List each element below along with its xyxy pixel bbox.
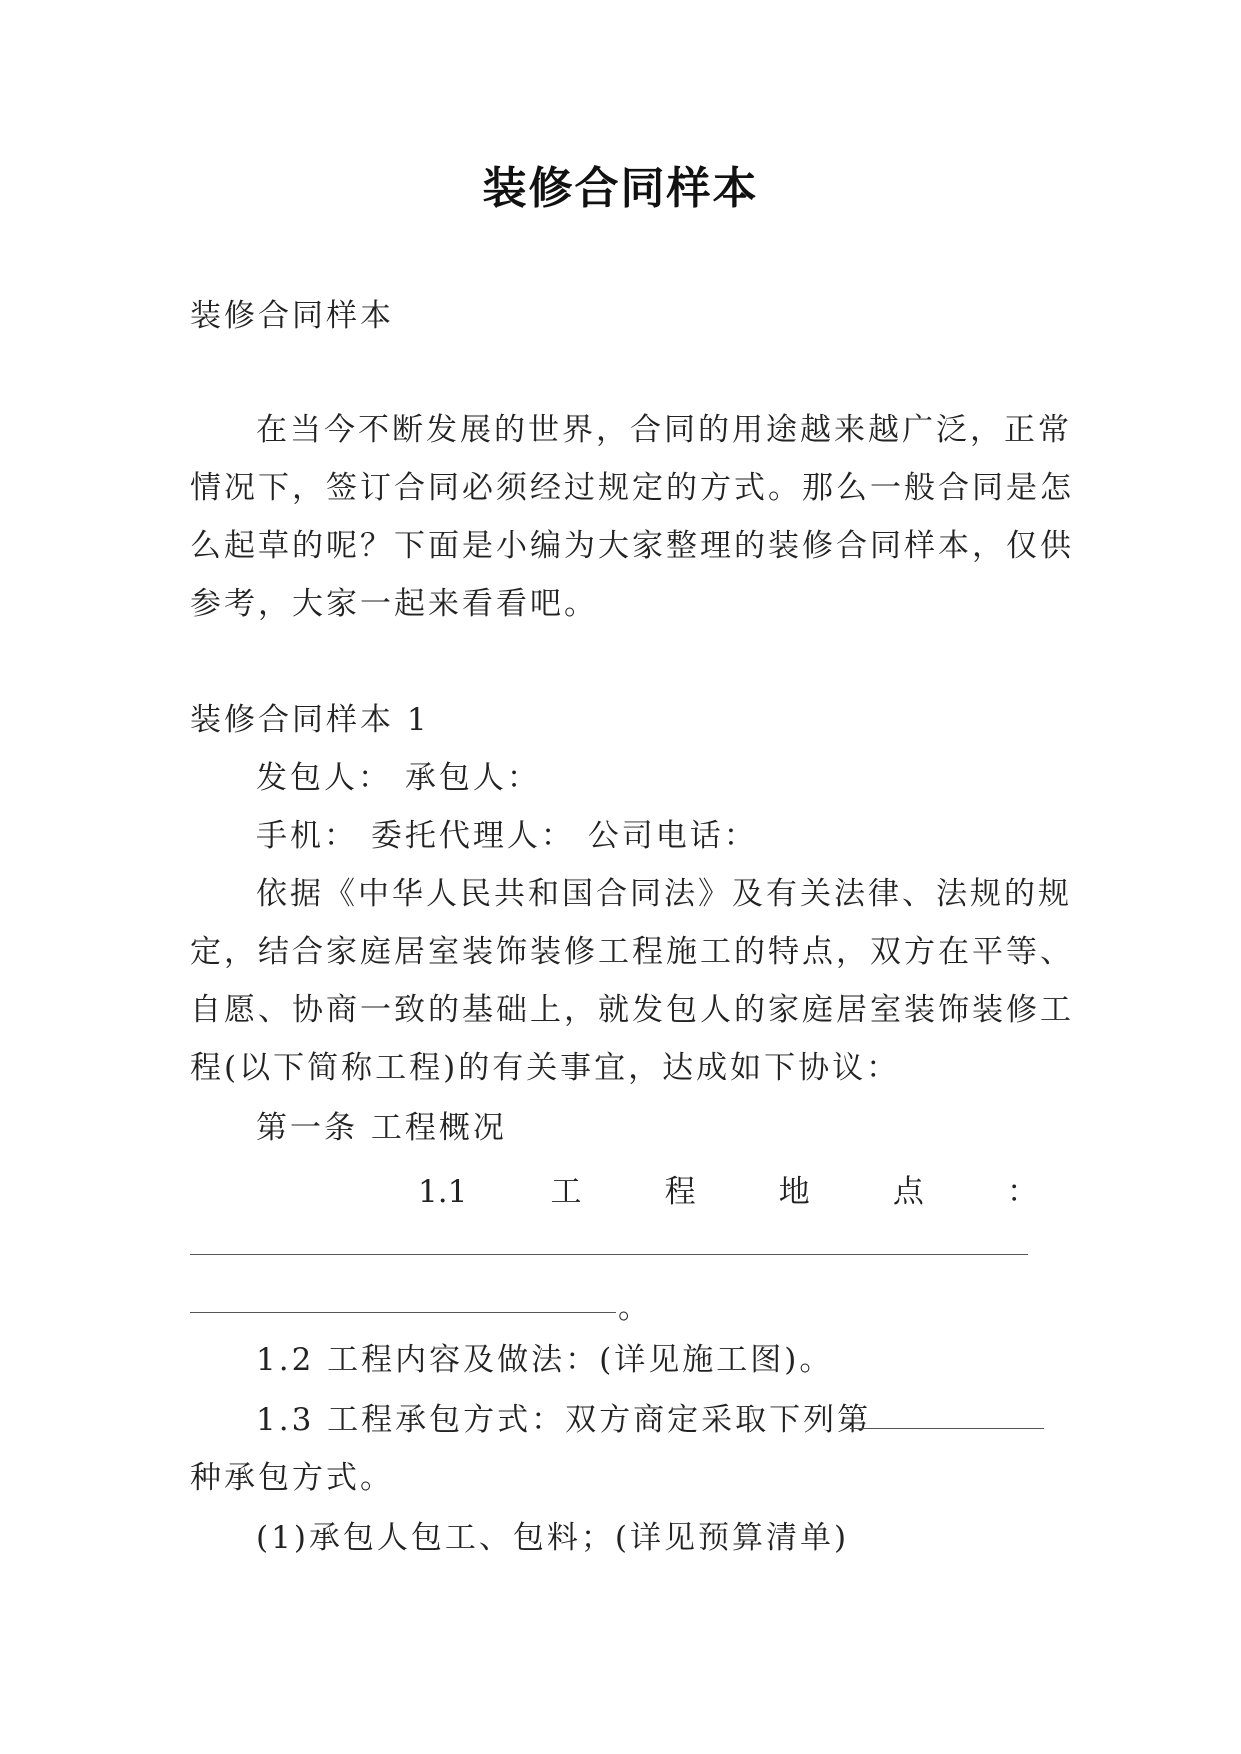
intro-line-3: 么起草的呢？下面是小编为大家整理的装修合同样本，仅供 (190, 528, 1074, 564)
contract-type-blank (850, 1428, 1044, 1429)
basis-line-2: 定，结合家庭居室装饰装修工程施工的特点，双方在平等、 (190, 934, 1074, 970)
contacts-line: 手机： 委托代理人： 公司电话： (256, 818, 758, 854)
item-1-1-colon: ： (1006, 1174, 1038, 1210)
parties-line: 发包人： 承包人： (256, 760, 541, 796)
document-title: 装修合同样本 (482, 163, 759, 214)
basis-line-3: 自愿、协商一致的基础上，就发包人的家庭居室装饰装修工 (190, 992, 1074, 1028)
section-heading: 装修合同样本 1 (190, 702, 430, 738)
basis-line-4: 程(以下简称工程)的有关事宜，达成如下协议： (190, 1050, 901, 1086)
item-1-1-char-2: 程 (664, 1174, 696, 1210)
item-1-1-char-4: 点 (892, 1174, 924, 1210)
location-blank-line-1 (190, 1254, 1028, 1255)
location-blank-line-2 (190, 1312, 616, 1313)
item-1-3: 1.3 工程承包方式：双方商定采取下列第 (256, 1402, 872, 1438)
item-1-1-location (418, 1172, 1038, 1212)
option-1: (1)承包人包工、包料；(详见预算清单) (256, 1520, 850, 1556)
intro-line-2: 情况下，签订合同必须经过规定的方式。那么一般合同是怎 (190, 470, 1074, 506)
item-1-2: 1.2 工程内容及做法：(详见施工图)。 (256, 1342, 834, 1378)
basis-line-1: 依据《中华人民共和国合同法》及有关法律、法规的规 (256, 876, 1072, 912)
article-1-heading: 第一条 工程概况 (256, 1110, 507, 1146)
intro-line-4: 参考，大家一起来看看吧。 (190, 586, 598, 622)
intro-line-1: 在当今不断发展的世界，合同的用途越来越广泛，正常 (256, 412, 1072, 448)
item-1-1-number: 1.1 (418, 1174, 468, 1210)
document-subtitle: 装修合同样本 (190, 298, 394, 334)
item-1-3-continuation: 种承包方式。 (190, 1460, 394, 1496)
location-end-period: 。 (618, 1290, 649, 1326)
item-1-1-char-3: 地 (778, 1174, 810, 1210)
item-1-1-char-1: 工 (550, 1174, 582, 1210)
